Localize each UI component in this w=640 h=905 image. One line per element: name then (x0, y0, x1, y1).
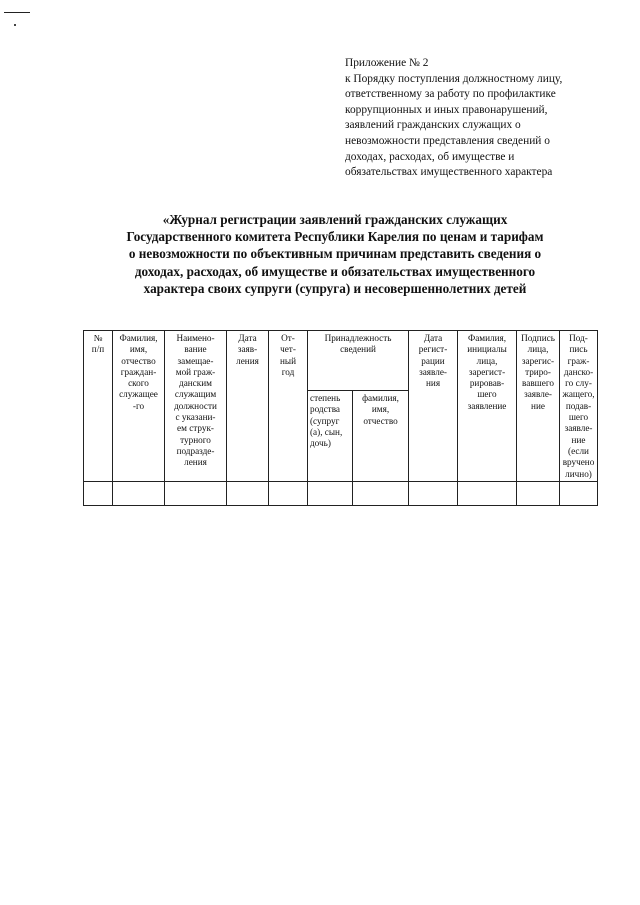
title-line: доходах, расходах, об имуществе и обязательствах имущественного (134, 263, 536, 279)
header-text-line: регист- (418, 344, 448, 355)
header-text-line: -го (132, 400, 145, 411)
header-text-line: отчество (121, 355, 156, 366)
header-text-line: (а), сын, (310, 426, 343, 437)
appendix-line: доходах, расходах, об имуществе и (345, 150, 515, 163)
header-text-line: го слу- (565, 378, 592, 389)
header-text-line: подразде- (176, 445, 215, 456)
appendix-line: обязательствах имущественного характера (345, 166, 553, 179)
header-text-line: лица, (527, 344, 549, 355)
scan-mark (4, 12, 30, 13)
header-application-date (227, 331, 269, 482)
header-text-line: служащим (174, 389, 217, 400)
header-text-line: рировав- (469, 378, 505, 389)
header-text-line: Фамилия, (119, 333, 158, 343)
header-text-line: степень (310, 393, 341, 403)
header-text-line: подав- (565, 400, 592, 411)
header-text-line: ления (184, 457, 207, 468)
header-text-line: сведений (340, 344, 376, 355)
header-text-line: Принадлежность (324, 333, 392, 343)
header-text-line: (супруг (310, 415, 340, 426)
header-text-line: зарегис- (521, 355, 555, 366)
title-line: «Журнал регистрации заявлений гражданских служащих (162, 212, 508, 227)
header-text-line: имя, (129, 344, 148, 355)
header-text-line: лица, (476, 355, 498, 366)
header-kinship (308, 391, 353, 482)
appendix-line: коррупционных и иных правонарушений, (345, 103, 548, 116)
header-row (84, 331, 598, 391)
table-cell[interactable] (269, 481, 308, 505)
header-registrar-signature (517, 331, 560, 482)
header-text-line: заявление (467, 400, 507, 411)
header-text-line: замещае- (177, 355, 214, 366)
header-text-line: турного (180, 434, 211, 445)
journal-table (83, 330, 598, 506)
header-text-line: Наимено- (176, 333, 215, 343)
table-cell[interactable] (517, 481, 560, 505)
header-text-line: отчество (363, 415, 398, 426)
header-text-line: ского (128, 378, 149, 389)
header-text-line: данско- (563, 366, 594, 377)
header-text-line: служащее (119, 389, 158, 400)
header-text-line: ем струк- (177, 423, 214, 434)
header-text-line: должности (174, 400, 217, 411)
title-line: характера своих супруги (супруга) и несовершеннолетних детей (143, 280, 527, 296)
appendix-line: ответственному за работу по профилактике (345, 88, 556, 101)
header-text-line: жащего, (562, 389, 595, 400)
header-text-line: шего (477, 389, 497, 400)
header-text-line: с указани- (175, 412, 216, 423)
appendix-line: Приложение № 2 (345, 57, 429, 69)
header-text-line: инициалы (467, 344, 507, 355)
title-line: Государственного комитета Республики Карелия по ценам и тарифам (126, 229, 544, 245)
header-text-line: граждан- (120, 366, 157, 377)
header-text-line: ный (279, 355, 296, 366)
header-num (84, 331, 113, 482)
header-text-line: п/п (91, 344, 105, 355)
header-text-line: Дата (238, 333, 257, 343)
header-text-line: фамилия, (362, 393, 399, 403)
header-employee-name (113, 331, 165, 482)
header-text-line: Подпись (521, 333, 555, 343)
header-text-line: рации (421, 355, 445, 366)
appendix-line: к Порядку поступления должностному лицу, (345, 72, 563, 85)
header-text-line: ние (531, 400, 545, 411)
table-cell[interactable] (227, 481, 269, 505)
header-registration-date (409, 331, 458, 482)
header-text-line: вавшего (522, 378, 554, 389)
header-text-line: чет- (280, 344, 296, 355)
header-text-line: № (93, 333, 103, 343)
header-text-line: граж- (567, 355, 590, 366)
header-text-line: имя, (371, 404, 390, 415)
table-cell[interactable] (458, 481, 517, 505)
header-text-line: год (281, 366, 295, 377)
table-cell[interactable] (409, 481, 458, 505)
table-row (84, 481, 598, 505)
header-relative-name (353, 391, 409, 482)
header-text-line: заявле- (524, 389, 552, 400)
table-cell[interactable] (308, 481, 353, 505)
header-registrar-name (458, 331, 517, 482)
table-cell[interactable] (84, 481, 113, 505)
scan-dot (14, 24, 16, 26)
header-text-line: родства (310, 404, 340, 415)
header-report-year (269, 331, 308, 482)
appendix-note (345, 56, 615, 181)
header-text-line: зарегист- (468, 366, 506, 377)
header-text-line: ления (236, 355, 259, 366)
header-text-line: шего (568, 412, 589, 423)
header-text-line: Дата (423, 333, 443, 343)
table-cell[interactable] (113, 481, 165, 505)
header-text-line: От- (281, 333, 295, 343)
journal-title (60, 211, 610, 297)
header-text-line: заяв- (237, 344, 258, 355)
table-cell[interactable] (560, 481, 598, 505)
title-line: о невозможности по объективным причинам представить сведения о (128, 246, 542, 262)
appendix-line: невозможности представления сведений о (345, 134, 550, 147)
header-text-line: дочь) (310, 438, 331, 449)
header-employee-signature (560, 331, 598, 482)
header-text-line: мой граж- (175, 366, 216, 377)
header-belonging (308, 331, 409, 391)
header-text-line: лично) (565, 468, 592, 479)
header-text-line: пись (569, 344, 588, 355)
header-text-line: вручено (562, 457, 595, 468)
header-position (165, 331, 227, 482)
header-text-line: ния (425, 378, 441, 389)
header-text-line: заявле- (419, 366, 447, 377)
header-text-line: ние (571, 434, 586, 445)
header-text-line: (если (568, 445, 589, 456)
header-text-line: триро- (525, 366, 551, 377)
table-cell[interactable] (165, 481, 227, 505)
header-text-line: вание (184, 344, 207, 355)
appendix-line: заявлений гражданских служащих о (345, 119, 521, 132)
header-text-line: данским (179, 378, 212, 389)
header-text-line: Фамилия, (467, 333, 507, 343)
header-text-line: заявле- (564, 423, 593, 434)
table-cell[interactable] (353, 481, 409, 505)
header-text-line: Под- (569, 333, 588, 343)
